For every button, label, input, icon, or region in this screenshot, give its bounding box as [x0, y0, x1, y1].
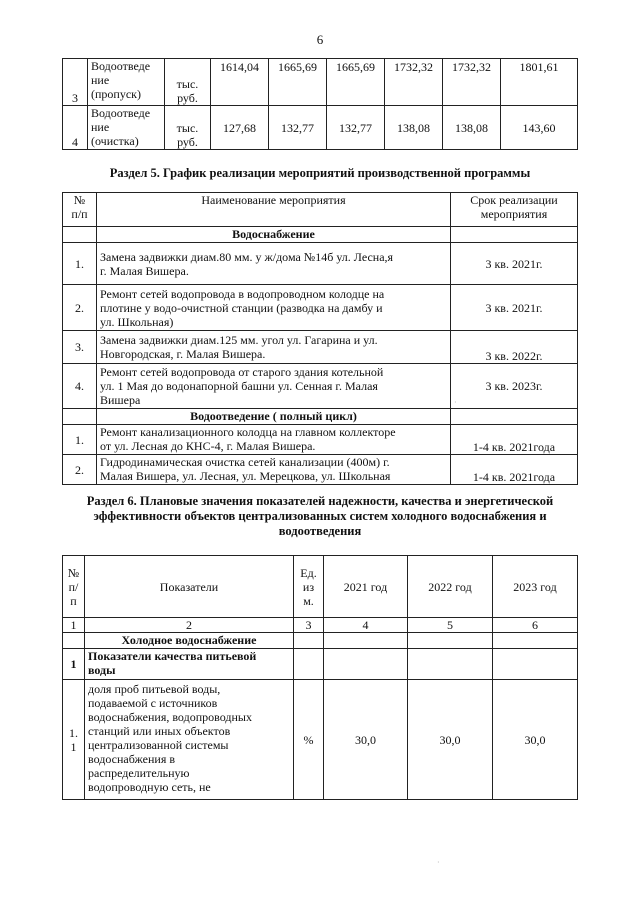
table-row	[63, 364, 578, 409]
indicator-number: 1. 1	[63, 680, 85, 800]
subgroup-empty	[294, 649, 324, 680]
indicator-value: 30,0	[408, 680, 493, 800]
row-number: 4.	[63, 364, 97, 409]
row-name: Гидродинамическая очистка сетей канализации (400м) г. Малая Вишера, ул. Лесная, ул. Мерецкова, ул. Школьная	[97, 455, 451, 485]
indicator-unit: %	[294, 680, 324, 800]
indicator-row	[63, 680, 578, 800]
row-value: 1801,61	[501, 59, 578, 106]
column-number: 4	[324, 618, 408, 633]
row-value: 143,60	[501, 106, 578, 150]
group-cold-water	[63, 633, 578, 649]
group-water-supply	[63, 227, 578, 243]
group-empty	[294, 633, 324, 649]
indicator-value: 30,0	[324, 680, 408, 800]
row-number: 4	[63, 106, 88, 150]
group-empty	[63, 227, 97, 243]
group-title: Водоснабжение	[97, 227, 451, 243]
row-number: 1.	[63, 425, 97, 455]
row-name: Водоотведе ние (очистка)	[88, 106, 165, 150]
row-unit: тыс. руб.	[165, 59, 211, 106]
row-value: 1732,32	[385, 59, 443, 106]
group-empty	[63, 409, 97, 425]
row-name: Замена задвижки диам.125 мм. угол ул. Гагарина и ул. Новгородская, г. Малая Вишера.	[97, 331, 451, 364]
scan-mark: ·	[454, 398, 457, 407]
schedule-table	[62, 192, 578, 485]
table-row	[63, 331, 578, 364]
subgroup-row	[63, 649, 578, 680]
s5-header-term: Срок реализации мероприятия	[451, 193, 578, 227]
group-empty	[493, 633, 578, 649]
column-number: 1	[63, 618, 85, 633]
group-empty	[408, 633, 493, 649]
header-row	[63, 556, 578, 618]
scan-mark: ·	[437, 858, 440, 867]
row-value: 1614,04	[211, 59, 269, 106]
row-term: 3 кв. 2022г.	[451, 331, 578, 364]
column-number: 5	[408, 618, 493, 633]
header-year: 2023 год	[493, 556, 578, 618]
column-numbers-row	[63, 618, 578, 633]
row-name: Ремонт сетей водопровода от старого здания котельной ул. 1 Мая до водонапорной башни ул. Сенная г. Малая Вишера	[97, 364, 451, 409]
table-row	[63, 425, 578, 455]
row-value: 138,08	[443, 106, 501, 150]
header-year: 2021 год	[324, 556, 408, 618]
row-number: 2.	[63, 455, 97, 485]
group-title: Холодное водоснабжение	[85, 633, 294, 649]
tariff-table	[62, 58, 578, 150]
column-number: 3	[294, 618, 324, 633]
row-name: Ремонт канализационного колодца на главном коллекторе от ул. Лесная до КНС-4, г. Малая Вишера.	[97, 425, 451, 455]
row-term: 3 кв. 2021г.	[451, 243, 578, 285]
section6-title: Раздел 6. Плановые значения показателей надежности, качества и энергетической эффективности объектов централизованных систем холодного водоснабжения и водоотведения	[86, 494, 554, 538]
subgroup-number: 1	[63, 649, 85, 680]
table-row	[63, 285, 578, 331]
table-row	[63, 243, 578, 285]
table-row	[63, 455, 578, 485]
table-row	[63, 106, 578, 150]
group-empty	[324, 633, 408, 649]
row-value: 1665,69	[327, 59, 385, 106]
header-unit: Ед. из м.	[294, 556, 324, 618]
row-value: 132,77	[269, 106, 327, 150]
subgroup-empty	[493, 649, 578, 680]
row-unit: тыс. руб.	[165, 106, 211, 150]
indicator-value: 30,0	[493, 680, 578, 800]
header-name: Показатели	[85, 556, 294, 618]
indicator-name: доля проб питьевой воды, подаваемой с источников водоснабжения, водопроводных станций или иных объектов централизованной системы водоснабжения в распределительную водопроводную сеть, не	[85, 680, 294, 800]
row-term: 3 кв. 2021г.	[451, 285, 578, 331]
group-title: Водоотведение ( полный цикл)	[97, 409, 451, 425]
row-value: 127,68	[211, 106, 269, 150]
indicators-table	[62, 555, 578, 800]
row-number: 3.	[63, 331, 97, 364]
row-value: 138,08	[385, 106, 443, 150]
row-name: Замена задвижки диам.80 мм. у ж/дома №14б ул. Лесна,я г. Малая Вишера.	[97, 243, 451, 285]
row-name: Водоотведе ние (пропуск)	[88, 59, 165, 106]
group-water-disposal	[63, 409, 578, 425]
column-number: 6	[493, 618, 578, 633]
row-number: 2.	[63, 285, 97, 331]
subgroup-empty	[324, 649, 408, 680]
page-number: 6	[316, 32, 324, 47]
column-number: 2	[85, 618, 294, 633]
subgroup-empty	[408, 649, 493, 680]
header-year: 2022 год	[408, 556, 493, 618]
group-empty	[63, 633, 85, 649]
s5-header-name: Наименование мероприятия	[97, 193, 451, 227]
subgroup-title: Показатели качества питьевой воды	[85, 649, 294, 680]
table-row	[63, 59, 578, 106]
row-name: Ремонт сетей водопровода в водопроводном колодце на плотине у водо-очистной станции (разводка на дамбу и ул. Школьная)	[97, 285, 451, 331]
row-term: 3 кв. 2023г.	[451, 364, 578, 409]
row-value: 1665,69	[269, 59, 327, 106]
group-empty	[451, 227, 578, 243]
row-term: 1-4 кв. 2021года	[451, 425, 578, 455]
group-empty	[451, 409, 578, 425]
row-number: 3	[63, 59, 88, 106]
row-value: 1732,32	[443, 59, 501, 106]
s5-header-num: № п/п	[63, 193, 97, 227]
section5-title: Раздел 5. График реализации мероприятий производственной программы	[109, 166, 531, 180]
header-num: № п/ п	[63, 556, 85, 618]
row-value: 132,77	[327, 106, 385, 150]
row-number: 1.	[63, 243, 97, 285]
row-term: 1-4 кв. 2021года	[451, 455, 578, 485]
